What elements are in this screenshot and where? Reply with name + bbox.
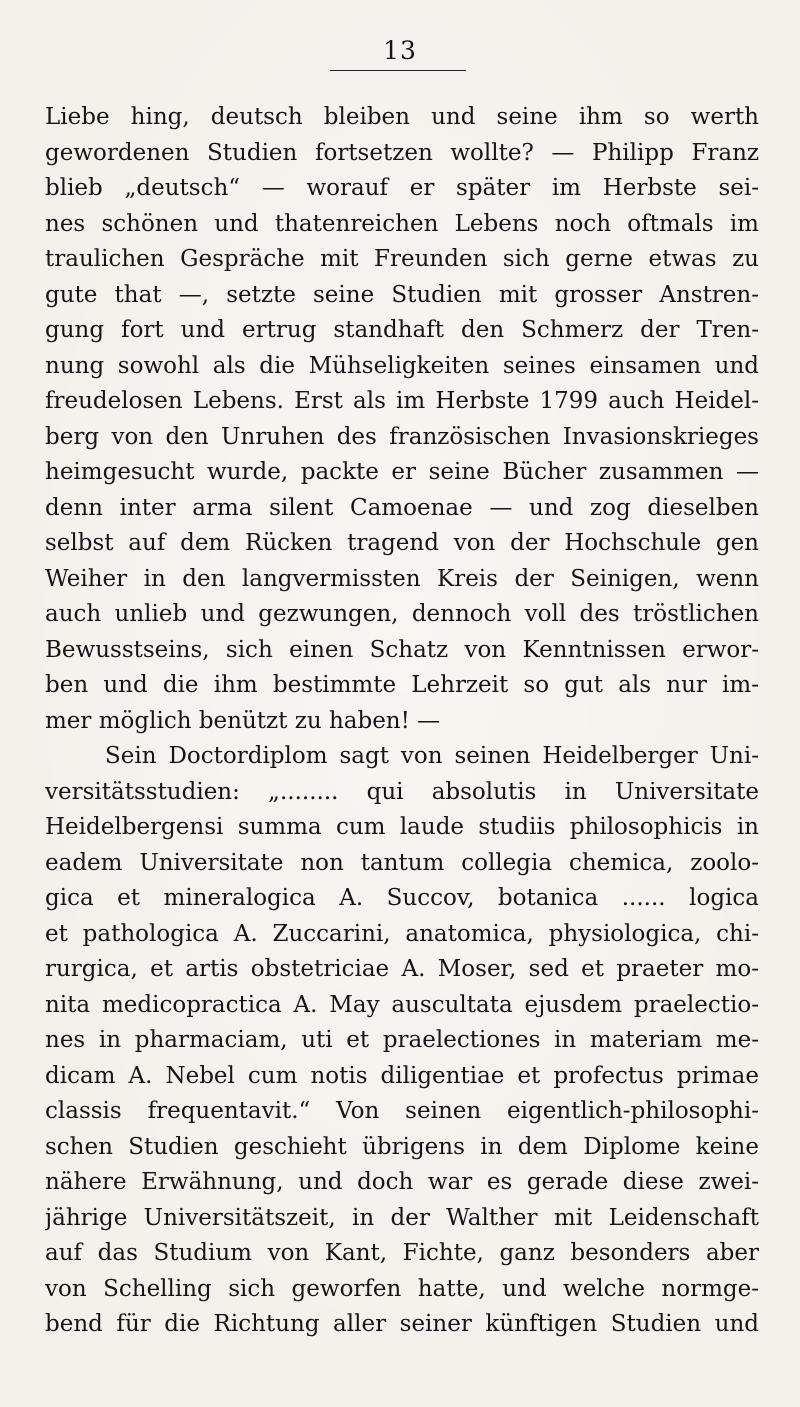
text-line: heimgesucht wurde, packte er seine Bücher zusammen — — [45, 459, 759, 485]
text-line: auf das Studium von Kant, Fichte, ganz besonders aber — [45, 1240, 759, 1266]
text-line: Sein Doctordiplom sagt von seinen Heidelberger Uni- — [105, 743, 759, 769]
text-line: berg von den Unruhen des französischen Invasionskrieges — [45, 423, 759, 450]
text-line: et pathologica A. Zuccarini, anatomica, physiologica, chi- — [45, 920, 759, 947]
text-line: freudelosen Lebens. Erst als im Herbste 1799 auch Heidel- — [45, 388, 759, 414]
text-line: Heidelbergensi summa cum laude studiis philosophicis in — [45, 814, 759, 840]
text-line: nähere Erwähnung, und doch war es gerade diese zwei- — [45, 1169, 759, 1195]
text-line: jährige Universitätszeit, in der Walther mit Leidenschaft — [45, 1204, 759, 1231]
text-line: traulichen Gespräche mit Freunden sich gerne etwas zu — [45, 246, 759, 272]
text-line: auch unlieb und gezwungen, dennoch voll des tröstlichen — [45, 601, 759, 627]
text-line: versitätsstudien: „........ qui absolutis in Universitate — [45, 778, 759, 805]
text-line: blieb „deutsch“ — worauf er später im Herbste sei- — [45, 175, 759, 201]
text-line: rurgica, et artis obstetriciae A. Moser, sed et praeter mo- — [45, 956, 759, 982]
text-line: ben und die ihm bestimmte Lehrzeit so gut als nur im- — [45, 672, 759, 698]
text-line: classis frequentavit.“ Von seinen eigentlich-philosophi- — [45, 1098, 759, 1124]
text-line: dicam A. Nebel cum notis diligentiae et profectus primae — [45, 1062, 759, 1089]
text-line: denn inter arma silent Camoenae — und zog dieselben — [45, 494, 759, 521]
header-rule — [330, 70, 466, 71]
text-line: Weiher in den langvermissten Kreis der Seinigen, wenn — [45, 565, 759, 592]
text-line: bend für die Richtung aller seiner künftigen Studien und — [45, 1311, 759, 1337]
text-line: gica et mineralogica A. Succov, botanica ...... logica — [45, 885, 759, 911]
text-line: gewordenen Studien fortsetzen wollte? — Philipp Franz — [45, 139, 759, 166]
text-line: gung fort und ertrug standhaft den Schmerz der Tren- — [45, 317, 759, 343]
body-text — [45, 100, 759, 1343]
text-line: von Schelling sich geworfen hatte, und welche normge- — [45, 1275, 759, 1302]
text-line: mer möglich benützt zu haben! — — [45, 707, 441, 734]
text-line: nung sowohl als die Mühseligkeiten seines einsamen und — [45, 352, 759, 379]
page-header — [0, 36, 800, 66]
text-line: nes in pharmaciam, uti et praelectiones in materiam me- — [45, 1027, 759, 1053]
text-line: Liebe hing, deutsch bleiben und seine ihm so werth — [45, 104, 759, 130]
text-line: schen Studien geschieht übrigens in dem Diplome keine — [45, 1133, 759, 1160]
text-line: nes schönen und thatenreichen Lebens noch oftmals im — [45, 210, 759, 237]
text-line: selbst auf dem Rücken tragend von der Hochschule gen — [45, 530, 759, 556]
text-line: Bewusstseins, sich einen Schatz von Kenntnissen erwor- — [45, 636, 759, 663]
text-line: eadem Universitate non tantum collegia chemica, zoolo- — [45, 849, 759, 876]
text-line: gute that —, setzte seine Studien mit grosser Anstren- — [45, 281, 759, 308]
text-line: nita medicopractica A. May auscultata ejusdem praelectio- — [45, 991, 759, 1018]
page-number: 13 — [383, 36, 417, 65]
